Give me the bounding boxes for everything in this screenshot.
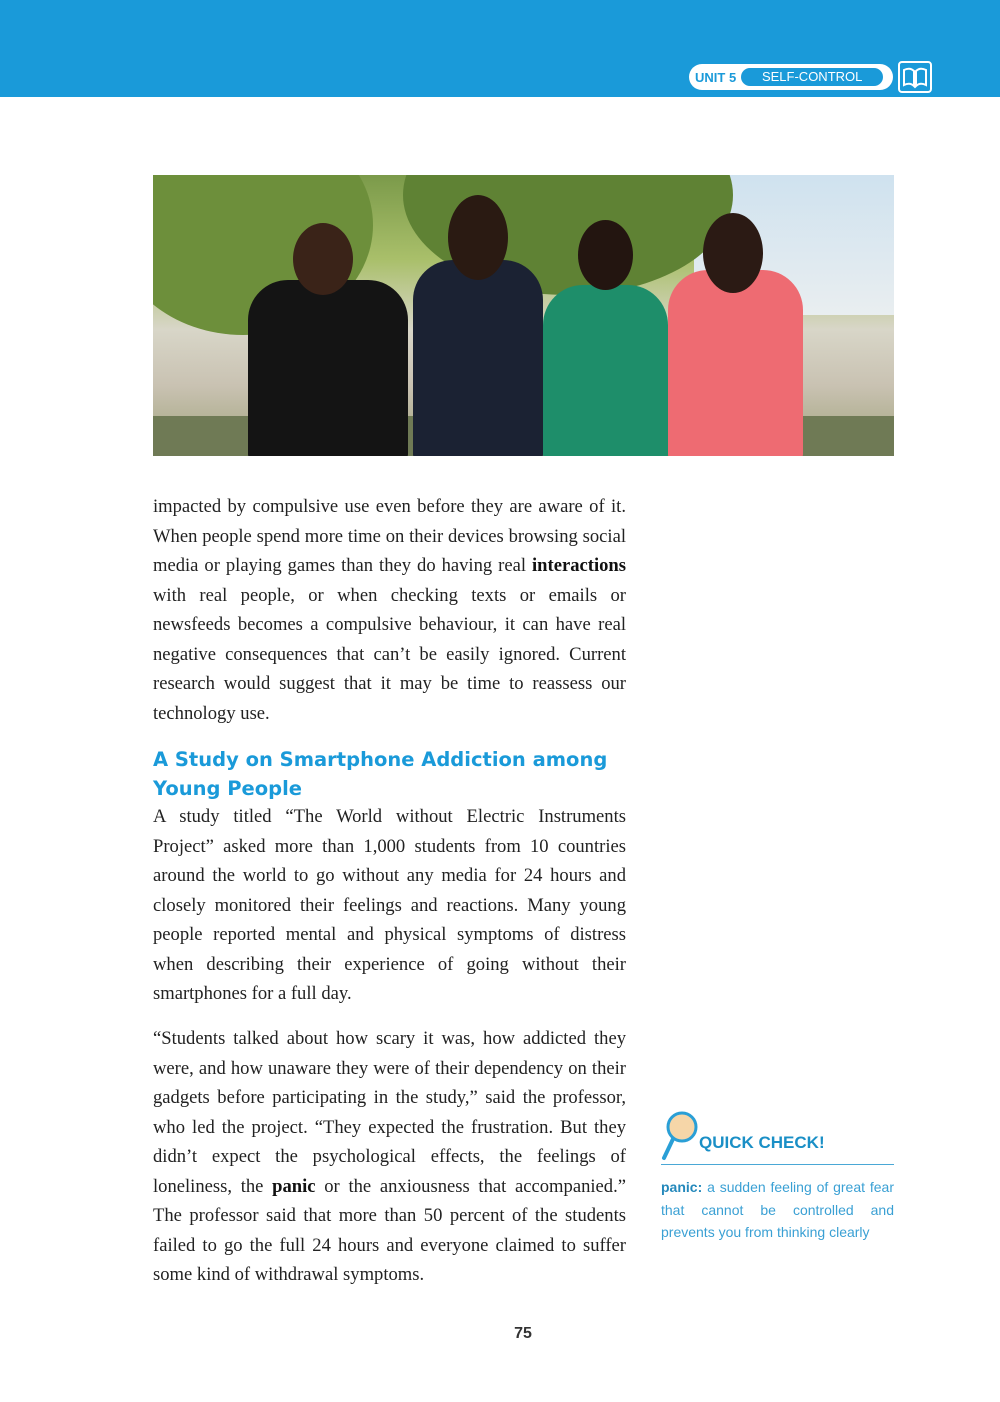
- definition: a sudden feeling of great fear that cannot be controlled and prevents you from thinking clearly: [661, 1179, 894, 1240]
- paragraph-study: A study titled “The World without Electric Instruments Project” asked more than 1,000 students from 10 countries around the world to go without any media for 24 hours and closely monitored their feelings and reactions. Many young people reported mental and physical symptoms of distress when describing their experience of going without their smartphones for a full day.: [153, 806, 626, 1004]
- quick-check-title: QUICK CHECK!: [699, 1133, 825, 1152]
- unit-name: SELF-CONTROL: [741, 68, 883, 86]
- unit-label: UNIT 5: [695, 69, 737, 85]
- magnifier-icon: [660, 1110, 700, 1162]
- photo-teens-with-smartphones: [153, 175, 894, 456]
- bold-term: interactions: [532, 555, 626, 576]
- text: or the anxiousness that accompanied.” The professor said that more than 50 percent of the students failed to go the full 24 hours and everyone claimed to suffer some kind of withdrawal symptoms.: [153, 1175, 626, 1285]
- page-number: 75: [514, 1325, 532, 1342]
- text: with real people, or when checking texts or emails or newsfeeds becomes a compulsive behaviour, it can have real negative consequences that can’t be easily ignored. Current research would suggest that it may be time to reassess our technology use.: [153, 584, 626, 724]
- term: panic:: [661, 1179, 703, 1195]
- quick-check-definition: [661, 1176, 894, 1244]
- header-bar: [0, 0, 1000, 97]
- text: “Students talked about how scary it was, how addicted they were, and how unaware they were of their dependency on their gadgets before participating in the study,” said the professor, who led the project. “They expected the frustration. But they didn’t expect the psychological effects, the feelings of loneliness, the: [153, 1028, 626, 1197]
- divider: [661, 1164, 894, 1165]
- section-heading: A Study on Smartphone Addiction among Young People: [153, 748, 608, 800]
- paragraph-intro: [153, 492, 626, 728]
- text: impacted by compulsive use even before they are aware of it. When people spend more time on their devices browsing social media or playing games than they do having real: [153, 496, 626, 576]
- book-icon: [898, 61, 932, 93]
- bold-term: panic: [272, 1175, 316, 1197]
- unit-badge: [689, 64, 893, 90]
- paragraph-quote: [153, 1024, 626, 1290]
